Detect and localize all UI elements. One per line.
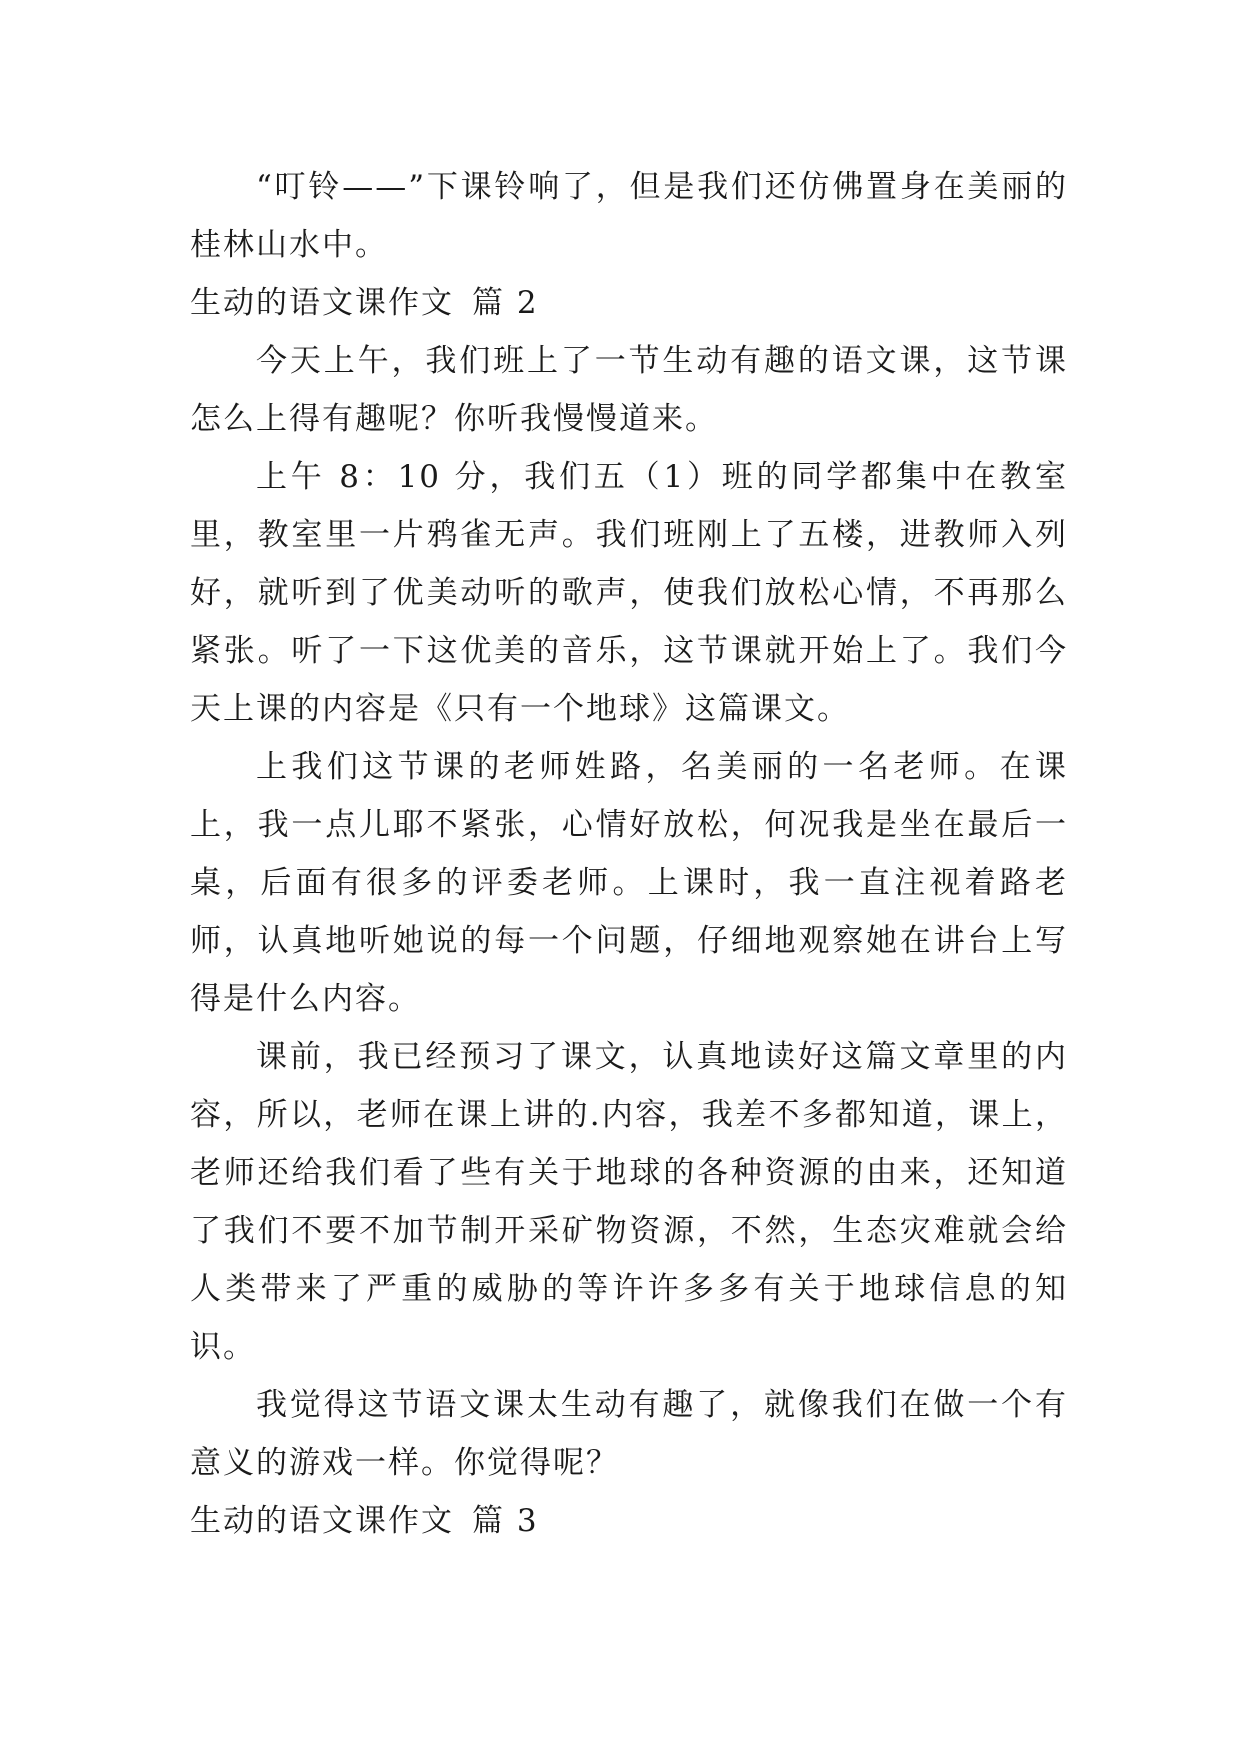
section-heading <box>190 274 1068 332</box>
paragraph: 课前，我已经预习了课文，认真地读好这篇文章里的内容，所以，老师在课上讲的.内容，我差不多都知道，课上，老师还给我们看了些有关于地球的各种资源的由来，还知道了我们不要不加节制开采矿物资源，不然，生态灾难就会给人类带来了严重的威胁的等许许多多有关于地球信息的知识。 <box>190 1039 1068 1365</box>
section-heading <box>190 1492 1068 1550</box>
section-heading-label: 篇 2 <box>472 285 539 321</box>
paragraph: 上我们这节课的老师姓路，名美丽的一名老师。在课上，我一点儿耶不紧张，心情好放松，何况我是坐在最后一桌，后面有很多的评委老师。上课时，我一直注视着路老师，认真地听她说的每一个问题，仔细地观察她在讲台上写得是什么内容。 <box>190 749 1068 1017</box>
paragraph: 上午 8：10 分，我们五（1）班的同学都集中在教室里，教室里一片鸦雀无声。我们班刚上了五楼，进教师入列好，就听到了优美动听的歌声，使我们放松心情，不再那么紧张。听了一下这优美的音乐，这节课就开始上了。我们今天上课的内容是《只有一个地球》这篇课文。 <box>190 459 1068 727</box>
paragraph: 今天上午，我们班上了一节生动有趣的语文课，这节课怎么上得有趣呢？你听我慢慢道来。 <box>190 343 1068 437</box>
section-heading-title: 生动的语文课作文 <box>190 285 454 321</box>
paragraph: “叮铃——”下课铃响了，但是我们还仿佛置身在美丽的桂林山水中。 <box>190 169 1068 263</box>
section-heading-title: 生动的语文课作文 <box>190 1503 454 1539</box>
document-body <box>190 158 1068 1550</box>
section-heading-label: 篇 3 <box>472 1503 539 1539</box>
paragraph: 我觉得这节语文课太生动有趣了，就像我们在做一个有意义的游戏一样。你觉得呢？ <box>190 1387 1068 1481</box>
